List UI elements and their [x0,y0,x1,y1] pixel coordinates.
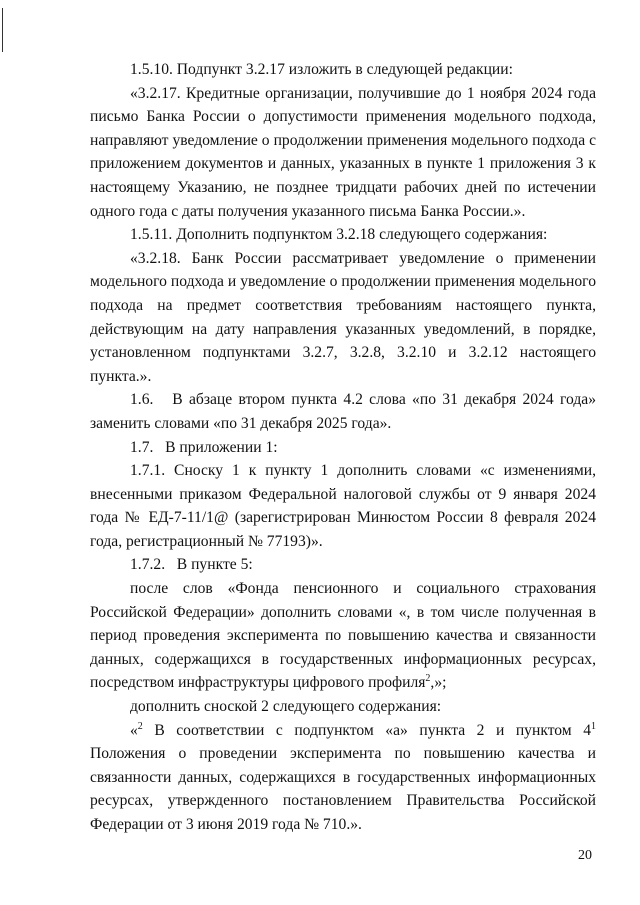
footnote-text-start: В соответствии с подпунктом «а» пункта 2 и пунктом 4 [142,721,591,739]
paragraph-1-7: 1.7. В приложении 1: [130,438,278,456]
page-number: 20 [578,848,592,863]
paragraph-1-5-10: 1.5.10. Подпункт 3.2.17 изложить в следующей редакции: [130,61,513,78]
paragraph-1-7-2: 1.7.2. В пункте 5: [130,556,253,574]
point-4-1-superscript: 1 [591,720,596,732]
footnote-open-quote: « [130,721,138,739]
paragraph-add-footnote: дополнить сноской 2 следующего содержания: [130,698,442,716]
paragraph-1-5-11: 1.5.11. Дополнить подпунктом 3.2.18 следующего содержания: [130,226,548,244]
paragraph-after-words [90,577,596,695]
footnote-ref-2: 2 [425,673,431,685]
paragraph-1-6: 1.6. В абзаце втором пункта 4.2 слова «по 31 декабря 2024 года» заменить словами «по 31 декабря 2025 года». [90,391,600,432]
paragraph-1-7-1: 1.7.1. Сноску 1 к пункту 1 дополнить словами «с изменениями, внесенными приказом Федеральной налоговой службы от 9 января 2024 года № ЕД-7-11/1@ (зарегистрирован Минюстом России 8 февраля 2024 года, регистрационный № 77193)». [90,462,596,550]
footnote-mark-2: 2 [137,720,143,732]
paragraph-3-2-18: «3.2.18. Банк России рассматривает уведомление о применении модельного подхода и уведомление о продолжении применения модельного подхода на предмет соответствия требованиям настоящего пункта, действующим на дату направления указанных уведомлений, в порядке, установленном подпунктами 3.2.7, 3.2.8, 3.2.10 и 3.2.12 настоящего пункта.». [90,249,596,385]
paragraph-after-words-text: после слов «Фонда пенсионного и социального страхования Российской Федерации» дополнить словами «, в том числе полученная в период проведения эксперимента по повышению качества и связанности данных, содержащихся в государственных информационных ресурсах, посредством инфраструктуры цифрового профиля [90,580,596,692]
paragraph-footnote-2 [90,719,596,837]
document-body [90,58,600,837]
margin-line [2,8,3,52]
footnote-text-end: Положения о проведении эксперимента по повышению качества и связанности данных, содержащихся в государственных информационных ресурсах, утвержденного постановлением Правительства Российской Федерации от 3 июня 2019 года № 710.». [90,745,596,833]
paragraph-3-2-17: «3.2.17. Кредитные организации, получившие до 1 ноября 2024 года письмо Банка России о допустимости применения модельного подхода, направляют уведомление о продолжении применения модельного подхода с приложением документов и данных, указанных в пункте 1 приложения 3 к настоящему Указанию, не позднее тридцати рабочих дней по истечении одного года с даты получения указанного письма Банка России.». [90,84,596,220]
paragraph-after-words-end: ,»; [430,674,447,692]
